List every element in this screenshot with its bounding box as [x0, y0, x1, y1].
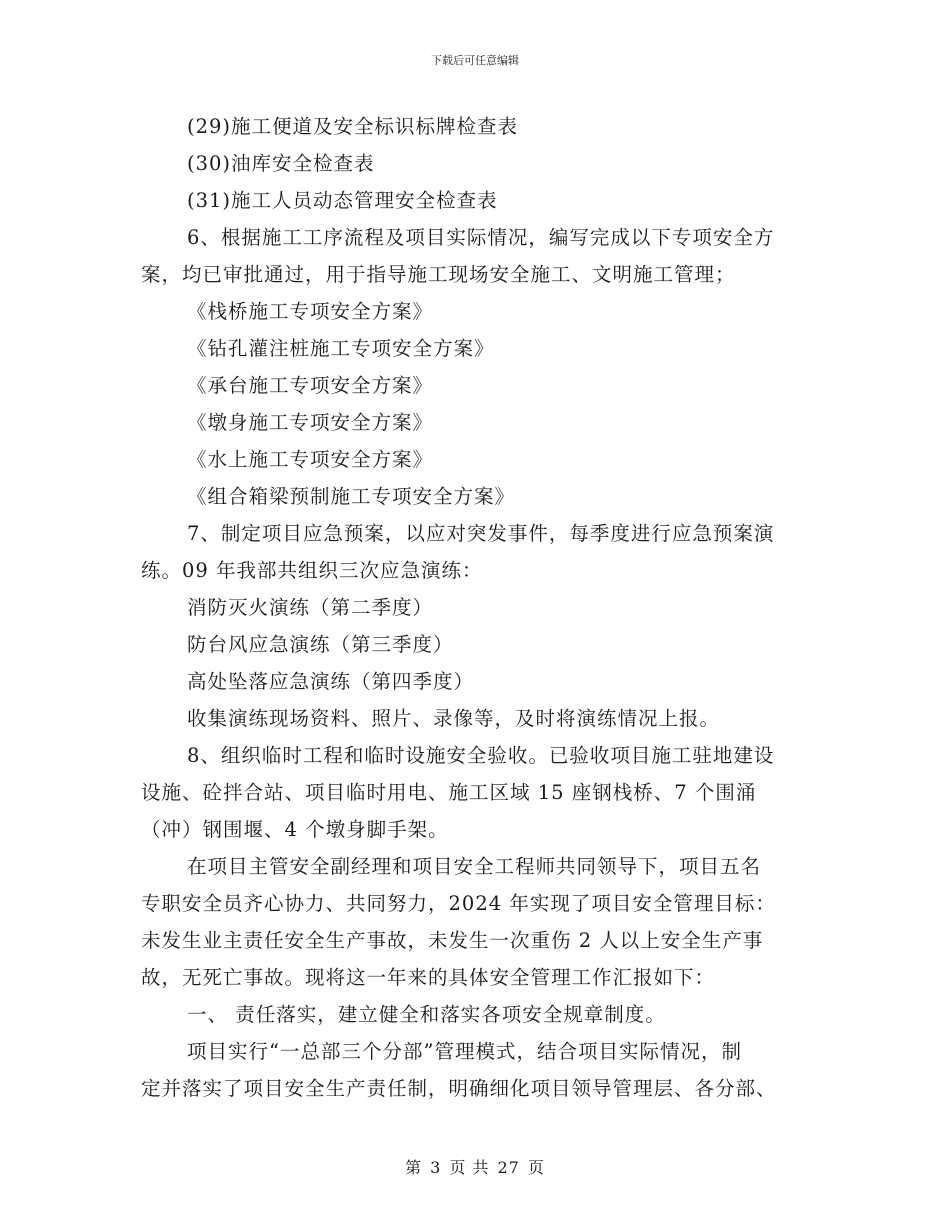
paragraph-line: 《组合箱梁预制施工专项安全方案》: [187, 485, 516, 508]
page-total: 27: [497, 1158, 520, 1177]
paragraph-line: 设施、砼拌合站、项目临时用电、施工区域 15 座钢栈桥、7 个围涌: [141, 781, 757, 804]
page-number: 3: [430, 1158, 442, 1177]
paragraph-line: 项目实行“一总部三个分部”管理模式，结合项目实际情况，制: [187, 1040, 742, 1063]
footer-prefix: 第: [405, 1158, 423, 1177]
page-footer: [0, 1155, 950, 1178]
paragraph-line: 未发生业主责任安全生产事故，未发生一次重伤 2 人以上安全生产事: [141, 929, 764, 952]
paragraph-line: 定并落实了项目安全生产责任制，明确细化项目领导管理层、各分部、: [141, 1077, 777, 1100]
paragraph-line: 高处坠落应急演练（第四季度）: [187, 670, 475, 693]
footer-suffix: 页: [527, 1158, 545, 1177]
footer-mid: 页 共: [449, 1158, 490, 1177]
paragraph-line: 《栈桥施工专项安全方案》: [187, 300, 434, 323]
paragraph-line: 收集演练现场资料、照片、录像等，及时将演练情况上报。: [187, 707, 721, 730]
paragraph-line: 在项目主管安全副经理和项目安全工程师共同领导下，项目五名: [187, 855, 762, 878]
paragraph-line: 专职安全员齐心协力、共同努力，2024 年实现了项目安全管理目标：: [141, 892, 776, 915]
paragraph-line: 8、组织临时工程和临时设施安全验收。已验收项目施工驻地建设: [187, 744, 775, 767]
paragraph-line: 案，均已审批通过，用于指导施工现场安全施工、文明施工管理；: [141, 263, 736, 286]
paragraph-line: 防台风应急演练（第三季度）: [187, 633, 454, 656]
paragraph-line: 《钻孔灌注桩施工专项安全方案》: [187, 337, 495, 360]
page-header: 下载后可任意编辑: [431, 54, 519, 67]
paragraph-line: (31)施工人员动态管理安全检查表: [187, 189, 498, 212]
section-heading: 一、 责任落实，建立健全和落实各项安全规章制度。: [187, 1003, 666, 1026]
paragraph-line: （冲）钢围堰、4 个墩身脚手架。: [141, 818, 449, 841]
paragraph-line: 《承台施工专项安全方案》: [187, 374, 434, 397]
paragraph-line: 7、制定项目应急预案，以应对突发事件，每季度进行应急预案演: [187, 522, 775, 545]
paragraph-line: 6、根据施工工序流程及项目实际情况，编写完成以下专项安全方: [187, 226, 775, 249]
paragraph-line: 消防灭火演练（第二季度）: [187, 596, 434, 619]
paragraph-line: 故，无死亡事故。现将这一年来的具体安全管理工作汇报如下：: [141, 966, 716, 989]
paragraph-line: (29)施工便道及安全标识标牌检查表: [187, 115, 519, 138]
paragraph-line: 《墩身施工专项安全方案》: [187, 411, 434, 434]
paragraph-line: (30)油库安全检查表: [187, 152, 375, 175]
paragraph-line: 《水上施工专项安全方案》: [187, 448, 434, 471]
paragraph-line: 练。09 年我部共组织三次应急演练：: [141, 559, 483, 582]
